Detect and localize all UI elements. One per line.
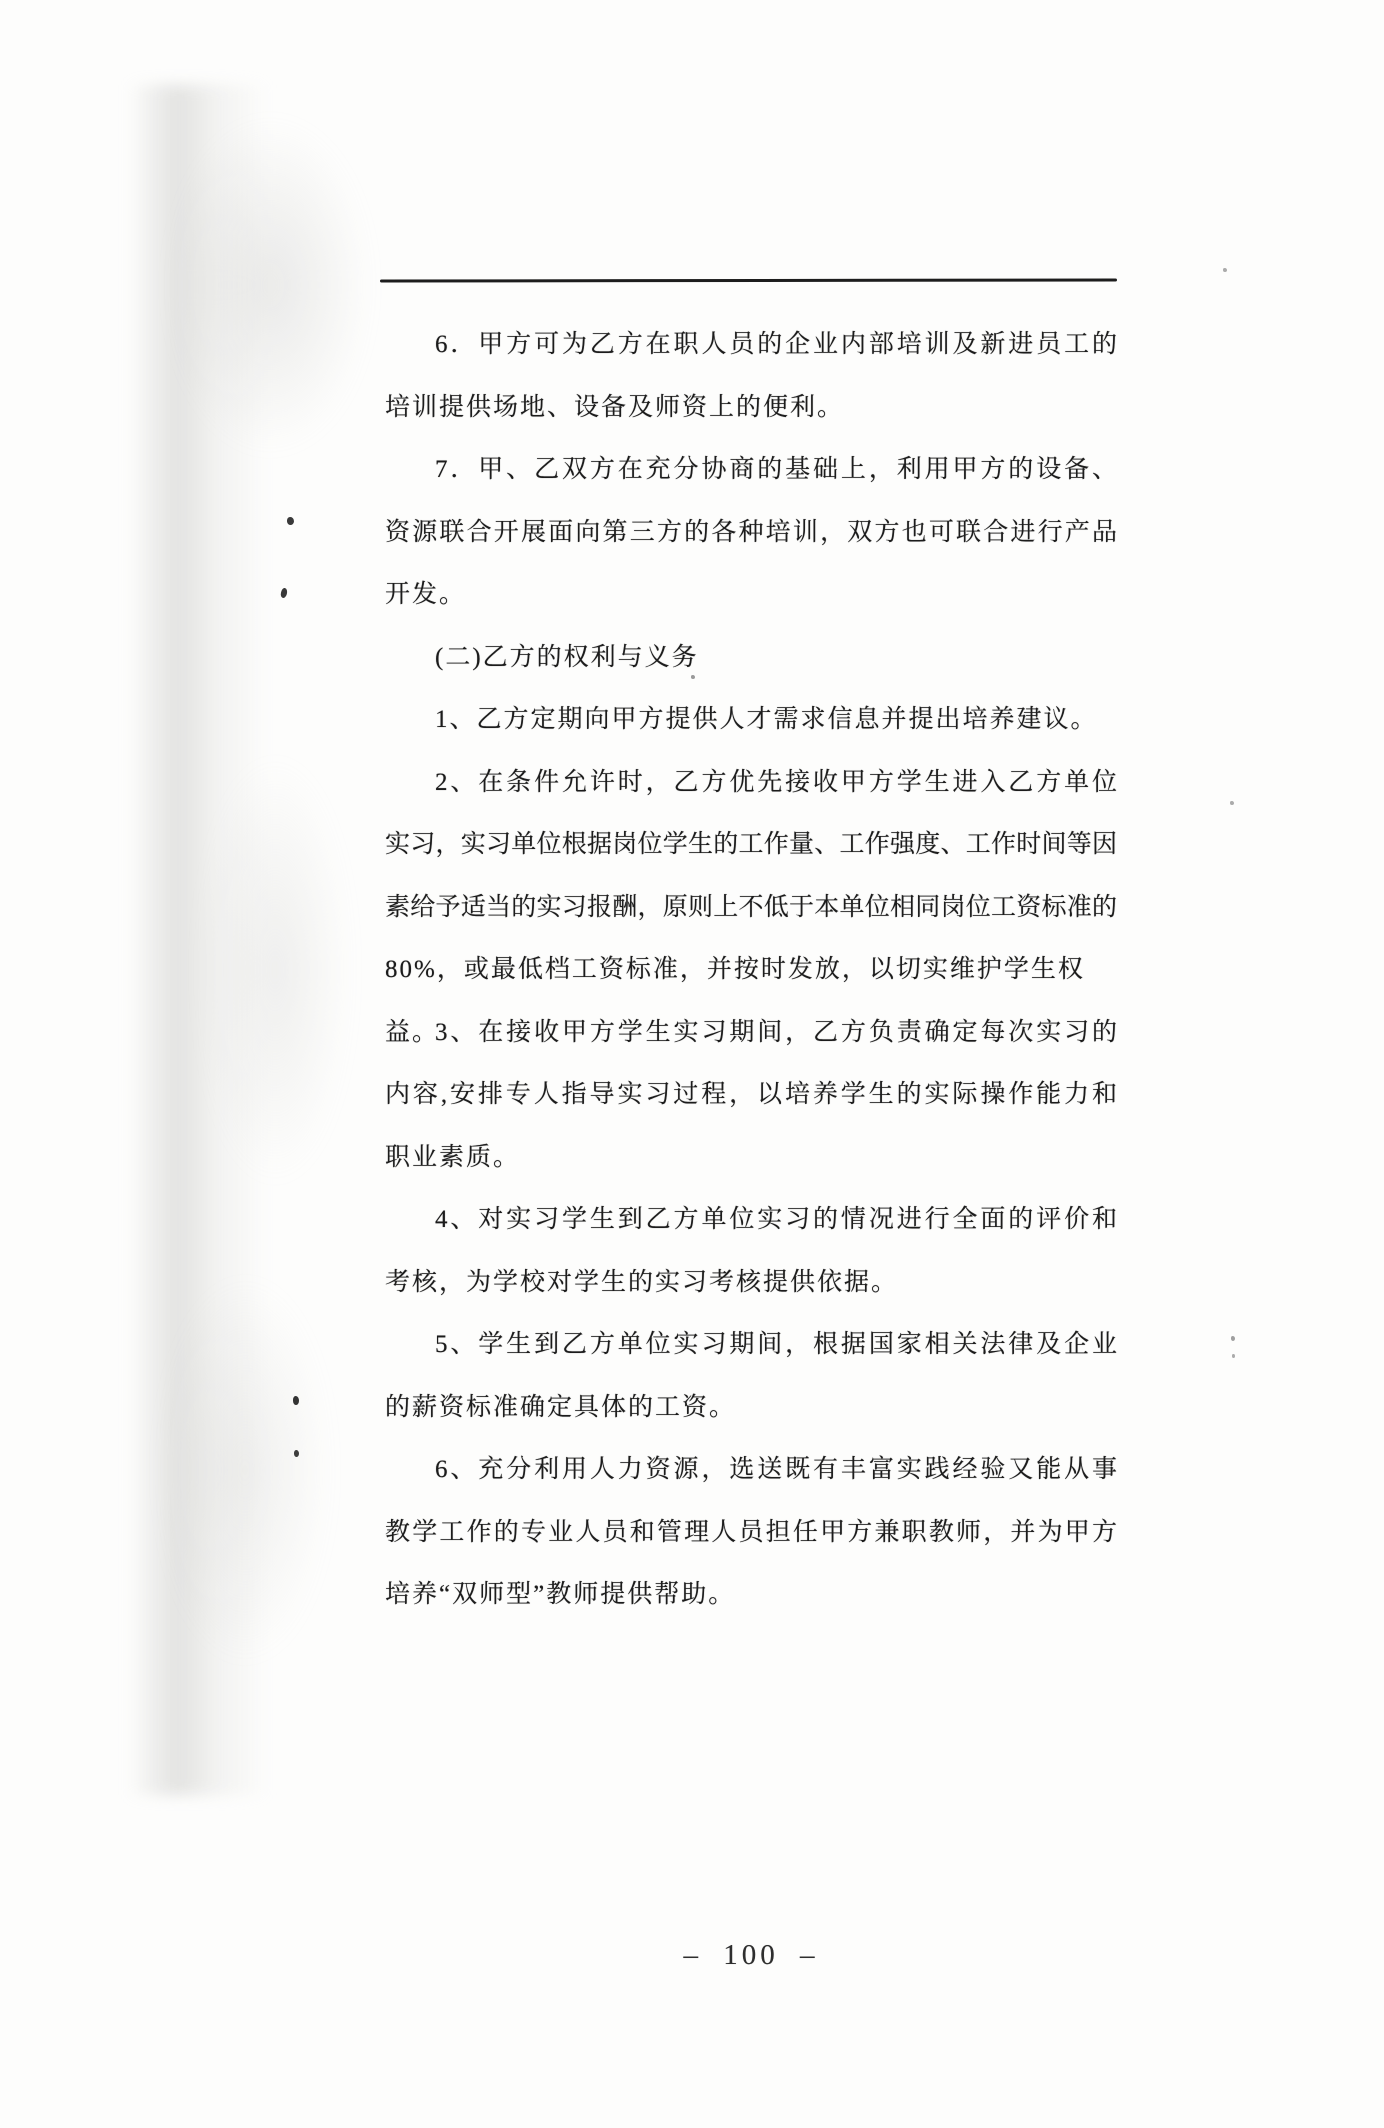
text-line: 的薪资标准确定具体的工资。 [385,1393,737,1421]
text-line: 6．甲方可为乙方在职人员的企业内部培训及新进员工的 [435,331,1117,358]
page-number: – 100 – [683,1939,819,1971]
text-line: 5、学生到乙方单位实习期间，根据国家相关法律及企业 [435,1331,1117,1358]
text-line: (二)乙方的权利与义务 [435,643,699,671]
text-line: 3、在接收甲方学生实习期间，乙方负责确定每次实习的 [435,1018,1117,1046]
scan-speck [1232,1354,1235,1358]
text-line: 开发。 [385,581,467,608]
scan-speck [1231,1336,1235,1341]
scan-speck [280,587,288,598]
text-line: 实习，实习单位根据岗位学生的工作量、工作强度、工作时间等因 [385,831,1117,858]
scan-speck [294,1450,299,1457]
scan-shadow-blob [200,760,350,1180]
text-line: 教学工作的专业人员和管理人员担任甲方兼职教师，并为甲方 [385,1518,1117,1546]
text-line: 80%，或最低档工资标准，并按时发放，以切实维护学生权益。 [385,956,1085,1046]
scan-speck [293,1396,299,1405]
text-line: 7．甲、乙双方在充分协商的基础上，利用甲方的设备、 [435,456,1117,483]
scan-speck [1230,801,1234,805]
text-line: 4、对实习学生到乙方单位实习的情况进行全面的评价和 [435,1206,1117,1233]
scan-speck [287,517,294,525]
text-line: 职业素质。 [385,1143,521,1171]
text-line: 1、乙方定期向甲方提供人才需求信息并提出培养建议。 [435,706,1098,733]
scan-speck [1223,268,1227,272]
text-line: 2、在条件允许时，乙方优先接收甲方学生进入乙方单位 [435,768,1117,796]
text-line: 6、充分利用人力资源，选送既有丰富实践经验又能从事 [435,1456,1117,1483]
text-line: 素给予适当的实习报酬，原则上不低于本单位相同岗位工资标准的 [385,893,1117,921]
header-rule [380,278,1117,282]
text-line: 培养“双师型”教师提供帮助。 [385,1581,736,1608]
text-line: 考核，为学校对学生的实习考核提供依据。 [385,1268,899,1296]
text-line: 培训提供场地、设备及师资上的便利。 [385,393,845,421]
contract-text-block [385,314,1117,1627]
text-line: 资源联合开展面向第三方的各种培训，双方也可联合进行产品 [385,518,1117,546]
scan-shadow-blob [160,1280,330,1660]
scan-speck [691,675,695,679]
text-line: 内容,安排专人指导实习过程，以培养学生的实际操作能力和 [385,1081,1117,1108]
scan-shadow-blob [170,120,370,450]
